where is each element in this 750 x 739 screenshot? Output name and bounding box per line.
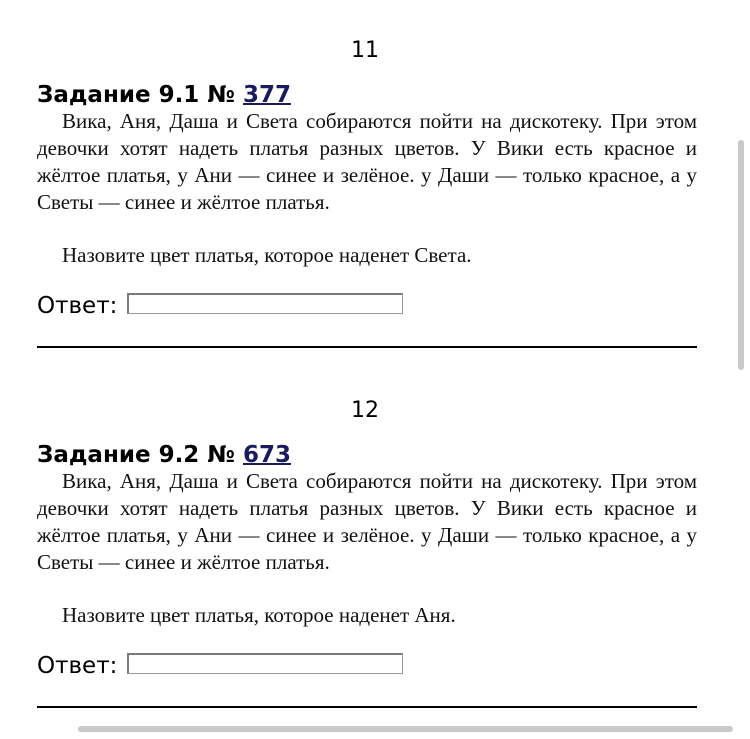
task-number: 12 [351,398,379,423]
task-question: Назовите цвет платья, которое наденет Аня. [62,603,456,627]
task-id-link[interactable]: 377 [243,82,292,108]
task-number: 11 [351,38,379,63]
task-id-link[interactable]: 673 [243,442,292,468]
task-title [37,442,697,468]
divider [37,706,697,708]
task-question: Назовите цвет платья, которое наденет Света. [62,243,472,267]
answer-label: Ответ: [37,293,118,319]
horizontal-scrollbar[interactable] [78,726,733,732]
vertical-scrollbar[interactable] [738,140,744,370]
task-title [37,82,697,108]
answer-input[interactable] [127,293,403,314]
task-block-1 [37,36,697,323]
answer-row [37,289,697,323]
answer-input[interactable] [127,653,403,674]
task-block-2 [37,396,697,683]
task-text: Вика, Аня, Даша и Света собираются пойти на дискотеку. При этом девочки хотят надеть платья разных цветов. У Вики есть красное и жёлтое платья, у Ани — синее и зелёное. у Даши — только красное, а у Светы — синее и жёлтое платья. [37,109,697,214]
divider [37,346,697,348]
task-title-prefix: Задание 9.1 № [37,82,244,108]
answer-label: Ответ: [37,653,118,679]
answer-row [37,649,697,683]
task-title-prefix: Задание 9.2 № [37,442,244,468]
task-text: Вика, Аня, Даша и Света собираются пойти на дискотеку. При этом девочки хотят надеть платья разных цветов. У Вики есть красное и жёлтое платья, у Ани — синее и зелёное. у Даши — только красное, а у Светы — синее и жёлтое платья. [37,469,697,574]
